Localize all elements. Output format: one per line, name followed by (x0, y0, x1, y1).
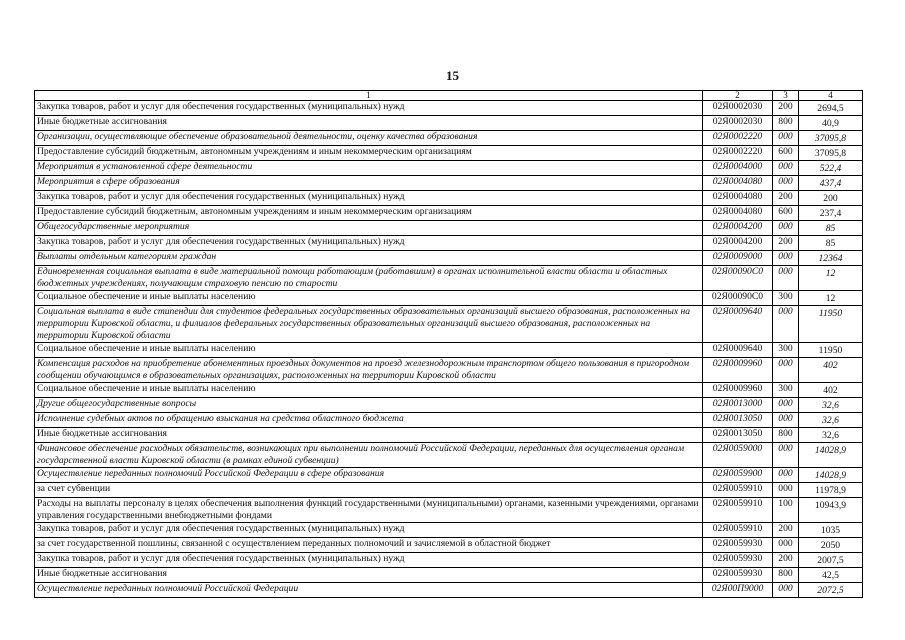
row-name-cell: Финансовое обеспечение расходных обязательств, возникающих при выполнении полномочий Российской Федерации, переданных для осуществления органам государственной власти Кировской области (в рамках единой субвенции) (35, 443, 703, 468)
row-amount-cell: 14028,9 (799, 468, 863, 483)
row-type-cell: 200 (773, 236, 799, 251)
row-code-cell: 02Я0013050 (703, 413, 773, 428)
row-type-cell: 800 (773, 116, 799, 131)
row-type-cell: 200 (773, 523, 799, 538)
row-name-cell: Расходы на выплаты персоналу в целях обеспечения выполнения функций государственными (муниципальными) органами, казенными учреждениями, органами управления государственными внебюджетными фондами (35, 498, 703, 523)
row-amount-cell: 200 (799, 191, 863, 206)
row-amount-cell: 14028,9 (799, 443, 863, 468)
row-type-cell: 300 (773, 343, 799, 358)
row-code-cell: 02Я0059910 (703, 523, 773, 538)
row-name-cell: Осуществление переданных полномочий Российской Федерации (35, 583, 703, 598)
row-code-cell: 02Я0059000 (703, 443, 773, 468)
row-type-cell: 000 (773, 583, 799, 598)
table-row (35, 428, 863, 443)
row-code-cell: 02Я0004200 (703, 221, 773, 236)
row-type-cell: 000 (773, 176, 799, 191)
row-amount-cell: 37095,8 (799, 146, 863, 161)
table-row (35, 568, 863, 583)
row-type-cell: 800 (773, 428, 799, 443)
budget-table (34, 90, 863, 598)
row-type-cell: 000 (773, 131, 799, 146)
table-row (35, 176, 863, 191)
row-code-cell: 02Я0009000 (703, 251, 773, 266)
row-code-cell: 02Я0004080 (703, 176, 773, 191)
row-amount-cell: 12 (799, 291, 863, 306)
row-code-cell: 02Я0002030 (703, 101, 773, 116)
table-row (35, 131, 863, 146)
header-cell-1: 1 (35, 91, 703, 101)
row-amount-cell: 32,6 (799, 428, 863, 443)
table-row (35, 206, 863, 221)
row-name-cell: Другие общегосударственные вопросы (35, 398, 703, 413)
row-name-cell: Предоставление субсидий бюджетным, автономным учреждениям и иным некоммерческим организациям (35, 206, 703, 221)
row-name-cell: Социальное обеспечение и иные выплаты населению (35, 291, 703, 306)
row-amount-cell: 437,4 (799, 176, 863, 191)
row-code-cell: 02Я0059930 (703, 568, 773, 583)
table-row (35, 523, 863, 538)
row-code-cell: 02Я0004000 (703, 161, 773, 176)
row-name-cell: за счет субвенции (35, 483, 703, 498)
table-row (35, 191, 863, 206)
row-type-cell: 000 (773, 358, 799, 383)
row-name-cell: Исполнение судебных актов по обращению взыскания на средства областного бюджета (35, 413, 703, 428)
row-code-cell: 02Я0002220 (703, 146, 773, 161)
table-row (35, 306, 863, 343)
row-amount-cell: 85 (799, 221, 863, 236)
row-code-cell: 02Я0009640 (703, 306, 773, 343)
row-type-cell: 000 (773, 413, 799, 428)
row-type-cell: 000 (773, 161, 799, 176)
row-type-cell: 600 (773, 146, 799, 161)
row-amount-cell: 12364 (799, 251, 863, 266)
row-name-cell: Мероприятия в сфере образования (35, 176, 703, 191)
row-name-cell: за счет государственной пошлины, связанной с осуществлением переданных полномочий и зачисляемой в областной бюджет (35, 538, 703, 553)
row-amount-cell: 522,4 (799, 161, 863, 176)
row-name-cell: Иные бюджетные ассигнования (35, 116, 703, 131)
row-amount-cell: 2072,5 (799, 583, 863, 598)
table-row (35, 468, 863, 483)
table-body (35, 91, 863, 598)
table-row (35, 483, 863, 498)
row-name-cell: Компенсация расходов на приобретение абонементных проездных документов на проезд железнодорожным транспортом общего пользования в пригородном сообщении обучающимся в образовательных организациях, расположенных на территории Кировской области (35, 358, 703, 383)
table-row (35, 538, 863, 553)
row-code-cell: 02Я0013050 (703, 428, 773, 443)
table-row (35, 443, 863, 468)
table-row (35, 413, 863, 428)
row-name-cell: Мероприятия в установленной сфере деятельности (35, 161, 703, 176)
row-type-cell: 000 (773, 538, 799, 553)
row-name-cell: Иные бюджетные ассигнования (35, 428, 703, 443)
row-amount-cell: 42,5 (799, 568, 863, 583)
row-name-cell: Общегосударственные мероприятия (35, 221, 703, 236)
table-row (35, 161, 863, 176)
row-amount-cell: 32,6 (799, 398, 863, 413)
table-row (35, 116, 863, 131)
header-cell-2: 2 (703, 91, 773, 101)
header-cell-3: 3 (773, 91, 799, 101)
row-type-cell: 000 (773, 221, 799, 236)
row-name-cell: Закупка товаров, работ и услуг для обеспечения государственных (муниципальных) нужд (35, 523, 703, 538)
row-amount-cell: 2050 (799, 538, 863, 553)
row-name-cell: Социальное обеспечение и иные выплаты населению (35, 383, 703, 398)
row-type-cell: 800 (773, 568, 799, 583)
row-code-cell: 02Я0004200 (703, 236, 773, 251)
row-amount-cell: 11950 (799, 343, 863, 358)
row-name-cell: Закупка товаров, работ и услуг для обеспечения государственных (муниципальных) нужд (35, 101, 703, 116)
row-code-cell: 02Я0009960 (703, 383, 773, 398)
row-amount-cell: 40,9 (799, 116, 863, 131)
row-code-cell: 02Я00090С0 (703, 266, 773, 291)
table-row (35, 146, 863, 161)
row-name-cell: Единовременная социальная выплата в виде материальной помощи работающим (работавшим) в органах исполнительной власти области и областных бюджетных учреждениях, получающим страховую пенсию по старости (35, 266, 703, 291)
row-amount-cell: 402 (799, 358, 863, 383)
row-name-cell: Социальное обеспечение и иные выплаты населению (35, 343, 703, 358)
row-name-cell: Иные бюджетные ассигнования (35, 568, 703, 583)
row-name-cell: Закупка товаров, работ и услуг для обеспечения государственных (муниципальных) нужд (35, 553, 703, 568)
row-name-cell: Выплаты отдельным категориям граждан (35, 251, 703, 266)
table-row (35, 221, 863, 236)
row-code-cell: 02Я0059910 (703, 498, 773, 523)
page-number: 15 (446, 68, 459, 83)
header-cell-4: 4 (799, 91, 863, 101)
table-row (35, 101, 863, 116)
row-amount-cell: 11950 (799, 306, 863, 343)
row-type-cell: 200 (773, 101, 799, 116)
row-code-cell: 02Я0004080 (703, 191, 773, 206)
row-name-cell: Закупка товаров, работ и услуг для обеспечения государственных (муниципальных) нужд (35, 191, 703, 206)
row-name-cell: Социальная выплата в виде стипендии для студентов федеральных государственных образовательных организаций высшего образования, расположенных на территории Кировской области, и филиалов федеральных государственных образовательных организаций высшего образования, расположенных на территории Кировской области (35, 306, 703, 343)
row-code-cell: 02Я0059930 (703, 538, 773, 553)
row-type-cell: 000 (773, 266, 799, 291)
row-amount-cell: 85 (799, 236, 863, 251)
row-type-cell: 300 (773, 383, 799, 398)
row-type-cell: 000 (773, 306, 799, 343)
row-code-cell: 02Я0004080 (703, 206, 773, 221)
row-amount-cell: 12 (799, 266, 863, 291)
row-amount-cell: 402 (799, 383, 863, 398)
row-name-cell: Осуществление переданных полномочий Российской Федерации в сфере образования (35, 468, 703, 483)
row-type-cell: 200 (773, 191, 799, 206)
table-row (35, 236, 863, 251)
row-name-cell: Закупка товаров, работ и услуг для обеспечения государственных (муниципальных) нужд (35, 236, 703, 251)
table-row (35, 498, 863, 523)
row-code-cell: 02Я00П9000 (703, 583, 773, 598)
row-code-cell: 02Я0009640 (703, 343, 773, 358)
table-row (35, 251, 863, 266)
row-type-cell: 100 (773, 498, 799, 523)
row-type-cell: 000 (773, 443, 799, 468)
row-amount-cell: 237,4 (799, 206, 863, 221)
row-code-cell: 02Я0059910 (703, 483, 773, 498)
table-header-row (35, 91, 863, 101)
row-type-cell: 300 (773, 291, 799, 306)
row-type-cell: 000 (773, 398, 799, 413)
row-code-cell: 02Я0059900 (703, 468, 773, 483)
row-code-cell: 02Я0002220 (703, 131, 773, 146)
table-row (35, 553, 863, 568)
row-type-cell: 000 (773, 468, 799, 483)
row-amount-cell: 10943,9 (799, 498, 863, 523)
row-code-cell: 02Я0059930 (703, 553, 773, 568)
row-type-cell: 000 (773, 251, 799, 266)
table-row (35, 358, 863, 383)
row-type-cell: 200 (773, 553, 799, 568)
table-row (35, 383, 863, 398)
row-amount-cell: 32,6 (799, 413, 863, 428)
table-row (35, 291, 863, 306)
row-amount-cell: 2007,5 (799, 553, 863, 568)
row-amount-cell: 11978,9 (799, 483, 863, 498)
row-type-cell: 600 (773, 206, 799, 221)
row-code-cell: 02Я00090С0 (703, 291, 773, 306)
table-row (35, 266, 863, 291)
row-amount-cell: 2694,5 (799, 101, 863, 116)
row-code-cell: 02Я0002030 (703, 116, 773, 131)
row-type-cell: 000 (773, 483, 799, 498)
row-name-cell: Организации, осуществляющие обеспечение образовательной деятельности, оценку качества образования (35, 131, 703, 146)
row-code-cell: 02Я0009960 (703, 358, 773, 383)
row-code-cell: 02Я0013000 (703, 398, 773, 413)
table-row (35, 343, 863, 358)
row-name-cell: Предоставление субсидий бюджетным, автономным учреждениям и иным некоммерческим организациям (35, 146, 703, 161)
row-amount-cell: 37095,8 (799, 131, 863, 146)
table-row (35, 583, 863, 598)
row-amount-cell: 1035 (799, 523, 863, 538)
table-row (35, 398, 863, 413)
